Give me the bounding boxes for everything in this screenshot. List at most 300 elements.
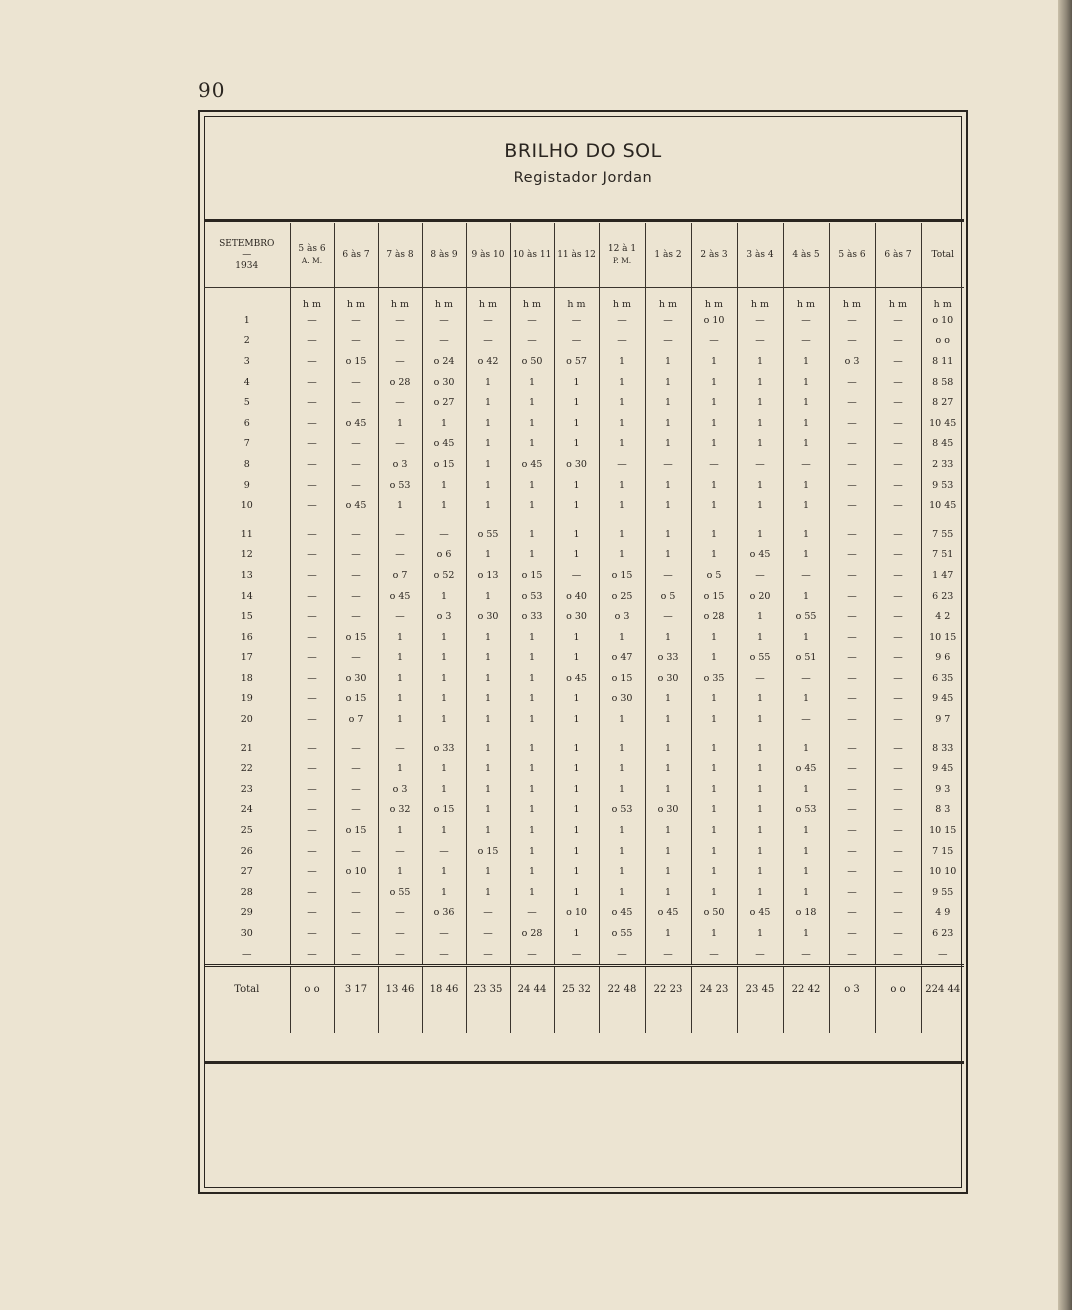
- sunshine-cell: —: [290, 351, 334, 372]
- sunshine-cell: 1: [783, 413, 829, 434]
- day-total-cell: 4 2: [921, 606, 964, 627]
- sunshine-cell: 1: [783, 627, 829, 648]
- sunshine-cell: —: [875, 310, 921, 331]
- sunshine-cell: 1: [783, 351, 829, 372]
- sunshine-cell: 1: [645, 351, 691, 372]
- spacer-cell: [875, 1011, 921, 1033]
- sunshine-cell: 1: [554, 841, 599, 862]
- sunshine-cell: —: [829, 310, 875, 331]
- sunshine-cell: —: [290, 495, 334, 516]
- sunshine-cell: 1: [645, 861, 691, 882]
- table-row: [204, 738, 964, 759]
- sunshine-cell: 1: [422, 709, 466, 730]
- sunshine-cell: 1: [737, 820, 783, 841]
- sunshine-cell: —: [334, 738, 378, 759]
- page-subtitle: Registador Jordan: [513, 170, 653, 186]
- sunshine-cell: 1: [691, 758, 737, 779]
- day-total-cell: 6 23: [921, 586, 964, 607]
- table-row: [204, 758, 964, 779]
- sunshine-cell: —: [290, 779, 334, 800]
- sunshine-table-wrap: [204, 220, 964, 1062]
- sunshine-cell: 1: [599, 475, 645, 496]
- sunshine-cell: —: [290, 434, 334, 455]
- sunshine-cell: 1: [378, 689, 422, 710]
- sunshine-cell: —: [737, 565, 783, 586]
- sunshine-cell: —: [645, 454, 691, 475]
- sunshine-cell: o 40: [554, 586, 599, 607]
- sunshine-cell: o 33: [510, 606, 554, 627]
- sunshine-cell: o 15: [422, 454, 466, 475]
- sunshine-cell: —: [290, 709, 334, 730]
- sunshine-cell: 1: [737, 413, 783, 434]
- unit-label: h m: [334, 288, 378, 311]
- hour-header-label: 9 às 10: [471, 249, 505, 260]
- sunshine-cell: o 53: [783, 800, 829, 821]
- day-total-cell: 8 58: [921, 372, 964, 393]
- sunshine-cell: 1: [691, 545, 737, 566]
- sunshine-cell: —: [829, 779, 875, 800]
- sunshine-cell: 1: [691, 738, 737, 759]
- sunshine-cell: —: [334, 331, 378, 352]
- hour-header-1: [334, 223, 378, 288]
- day-total-cell: —: [921, 944, 964, 966]
- gap-cell: [378, 730, 422, 738]
- sunshine-cell: —: [290, 413, 334, 434]
- sunshine-cell: —: [691, 331, 737, 352]
- sunshine-cell: o 32: [378, 800, 422, 821]
- sunshine-cell: 1: [378, 861, 422, 882]
- sunshine-cell: 1: [554, 495, 599, 516]
- sunshine-cell: o 25: [599, 586, 645, 607]
- sunshine-cell: —: [334, 800, 378, 821]
- table-row: [204, 800, 964, 821]
- sunshine-cell: 1: [510, 668, 554, 689]
- sunshine-cell: —: [829, 413, 875, 434]
- table-row: [204, 565, 964, 586]
- sunshine-cell: o 5: [645, 586, 691, 607]
- sunshine-cell: 1: [510, 779, 554, 800]
- sunshine-cell: 1: [510, 545, 554, 566]
- sunshine-cell: o 30: [422, 372, 466, 393]
- day-total-cell: 10 15: [921, 627, 964, 648]
- sunshine-cell: —: [466, 944, 510, 966]
- sunshine-cell: 1: [422, 475, 466, 496]
- unit-label: h m: [422, 288, 466, 311]
- sunshine-cell: 1: [466, 861, 510, 882]
- table-row: [204, 820, 964, 841]
- sunshine-cell: —: [334, 454, 378, 475]
- grand-total-cell: 224 44: [921, 966, 964, 1012]
- day-number: 2: [243, 335, 250, 347]
- sunshine-cell: o 55: [378, 882, 422, 903]
- sunshine-cell: 1: [554, 709, 599, 730]
- sunshine-cell: —: [378, 351, 422, 372]
- sunshine-cell: 1: [510, 709, 554, 730]
- sunshine-cell: 1: [737, 689, 783, 710]
- day-total-cell: 9 3: [921, 779, 964, 800]
- sunshine-cell: o 55: [737, 648, 783, 669]
- hour-header-14: [921, 223, 964, 288]
- sunshine-cell: —: [378, 606, 422, 627]
- day-number: 12: [240, 549, 253, 561]
- sunshine-cell: o 5: [691, 565, 737, 586]
- sunshine-cell: 1: [554, 861, 599, 882]
- sunshine-table: [204, 223, 964, 1033]
- gap-cell: [466, 516, 510, 524]
- sunshine-cell: —: [645, 944, 691, 966]
- sunshine-cell: —: [875, 709, 921, 730]
- spacer-cell: [510, 1011, 554, 1033]
- sunshine-cell: o 28: [510, 923, 554, 944]
- sunshine-cell: —: [334, 923, 378, 944]
- sunshine-cell: —: [378, 841, 422, 862]
- sunshine-cell: 1: [691, 495, 737, 516]
- day-number: 9: [243, 479, 250, 491]
- sunshine-cell: 1: [783, 820, 829, 841]
- sunshine-cell: —: [829, 524, 875, 545]
- sunshine-cell: 1: [554, 372, 599, 393]
- sunshine-cell: 1: [599, 709, 645, 730]
- sunshine-cell: —: [334, 524, 378, 545]
- sunshine-cell: —: [290, 923, 334, 944]
- sunshine-cell: —: [290, 841, 334, 862]
- sunshine-cell: 1: [691, 709, 737, 730]
- sunshine-cell: 1: [422, 413, 466, 434]
- sunshine-cell: 1: [599, 392, 645, 413]
- sunshine-cell: o 3: [378, 454, 422, 475]
- sunshine-cell: 1: [645, 434, 691, 455]
- sunshine-cell: 1: [510, 434, 554, 455]
- sunshine-cell: 1: [645, 372, 691, 393]
- sunshine-cell: —: [334, 779, 378, 800]
- column-total-cell: 24 23: [691, 966, 737, 1012]
- sunshine-cell: 1: [378, 820, 422, 841]
- sunshine-cell: o 15: [334, 351, 378, 372]
- sunshine-cell: 1: [510, 413, 554, 434]
- sunshine-cell: o 45: [737, 903, 783, 924]
- hour-header-period: P. M.: [612, 256, 632, 265]
- sunshine-cell: 1: [599, 738, 645, 759]
- sunshine-cell: o 45: [334, 413, 378, 434]
- day-total-cell: o 10: [921, 310, 964, 331]
- sunshine-cell: —: [334, 606, 378, 627]
- sunshine-cell: o 36: [422, 903, 466, 924]
- sunshine-cell: 1: [783, 475, 829, 496]
- sunshine-cell: 1: [783, 861, 829, 882]
- sunshine-cell: —: [875, 586, 921, 607]
- hour-header-2: [378, 223, 422, 288]
- sunshine-cell: 1: [510, 738, 554, 759]
- sunshine-cell: 1: [737, 861, 783, 882]
- sunshine-cell: 1: [737, 627, 783, 648]
- day-number: 21: [240, 742, 253, 754]
- spacer-cell: [290, 1011, 334, 1033]
- sunshine-cell: —: [290, 372, 334, 393]
- sunshine-cell: o 33: [645, 648, 691, 669]
- sunshine-cell: 1: [645, 392, 691, 413]
- sunshine-cell: o 53: [510, 586, 554, 607]
- day-number: 14: [240, 590, 253, 602]
- gap-cell: [204, 516, 290, 524]
- sunshine-cell: 1: [691, 372, 737, 393]
- sunshine-cell: 1: [378, 668, 422, 689]
- sunshine-cell: 1: [783, 495, 829, 516]
- hour-header-period: A. M.: [301, 256, 323, 265]
- gap-cell: [829, 730, 875, 738]
- sunshine-cell: —: [737, 331, 783, 352]
- hour-header-3: [422, 223, 466, 288]
- unit-label: h m: [921, 288, 964, 311]
- table-row: [204, 454, 964, 475]
- sunshine-cell: 1: [599, 524, 645, 545]
- day-total-cell: 9 45: [921, 758, 964, 779]
- unit-label: h m: [783, 288, 829, 311]
- sunshine-cell: —: [829, 689, 875, 710]
- sunshine-cell: 1: [783, 545, 829, 566]
- day-number: —: [242, 948, 252, 960]
- sunshine-cell: 1: [783, 372, 829, 393]
- sunshine-cell: —: [290, 800, 334, 821]
- sunshine-cell: —: [875, 738, 921, 759]
- sunshine-cell: 1: [599, 882, 645, 903]
- sunshine-cell: —: [875, 372, 921, 393]
- table-row: [204, 709, 964, 730]
- sunshine-cell: —: [829, 944, 875, 966]
- spacer-cell: [829, 1011, 875, 1033]
- hour-header-0: [290, 223, 334, 288]
- sunshine-cell: —: [875, 779, 921, 800]
- sunshine-cell: —: [290, 310, 334, 331]
- gap-cell: [554, 730, 599, 738]
- sunshine-cell: —: [290, 689, 334, 710]
- sunshine-cell: 1: [422, 648, 466, 669]
- sunshine-cell: o 45: [645, 903, 691, 924]
- sunshine-cell: 1: [691, 524, 737, 545]
- group-gap: [204, 516, 964, 524]
- sunshine-cell: —: [645, 606, 691, 627]
- sunshine-cell: 1: [691, 779, 737, 800]
- sunshine-cell: —: [422, 923, 466, 944]
- day-number: 18: [240, 672, 253, 684]
- sunshine-cell: o 50: [691, 903, 737, 924]
- sunshine-cell: —: [829, 606, 875, 627]
- sunshine-cell: 1: [554, 820, 599, 841]
- sunshine-cell: —: [691, 454, 737, 475]
- sunshine-cell: —: [378, 331, 422, 352]
- sunshine-cell: 1: [737, 351, 783, 372]
- sunshine-cell: —: [290, 475, 334, 496]
- day-number: 30: [240, 928, 253, 940]
- sunshine-cell: —: [290, 820, 334, 841]
- table-row: [204, 524, 964, 545]
- sunshine-cell: 1: [737, 475, 783, 496]
- gap-cell: [334, 730, 378, 738]
- total-label: Total: [204, 966, 290, 1012]
- day-total-cell: 10 10: [921, 861, 964, 882]
- sunshine-cell: 1: [510, 689, 554, 710]
- title-block: [204, 140, 962, 186]
- sunshine-cell: —: [334, 882, 378, 903]
- sunshine-cell: 1: [510, 627, 554, 648]
- sunshine-cell: o 45: [422, 434, 466, 455]
- day-total-cell: 8 27: [921, 392, 964, 413]
- sunshine-cell: —: [829, 758, 875, 779]
- table-row: [204, 413, 964, 434]
- column-total-cell: 13 46: [378, 966, 422, 1012]
- column-total-cell: 25 32: [554, 966, 599, 1012]
- sunshine-cell: 1: [422, 882, 466, 903]
- sunshine-cell: 1: [466, 586, 510, 607]
- sunshine-cell: 1: [645, 627, 691, 648]
- gap-cell: [599, 516, 645, 524]
- sunshine-cell: o 15: [599, 565, 645, 586]
- sunshine-cell: —: [334, 841, 378, 862]
- sunshine-cell: 1: [691, 434, 737, 455]
- day-total-cell: 1 47: [921, 565, 964, 586]
- sunshine-cell: 1: [510, 841, 554, 862]
- gap-cell: [510, 730, 554, 738]
- hour-header-label: 5 às 6: [838, 249, 866, 260]
- sunshine-cell: —: [737, 310, 783, 331]
- sunshine-cell: 1: [645, 758, 691, 779]
- sunshine-cell: 1: [554, 800, 599, 821]
- day-total-cell: 9 53: [921, 475, 964, 496]
- spacer-cell: [554, 1011, 599, 1033]
- table-foot-spacer: [204, 1011, 964, 1033]
- sunshine-cell: —: [875, 413, 921, 434]
- gap-cell: [921, 730, 964, 738]
- sunshine-cell: —: [829, 454, 875, 475]
- year-label: 1934: [235, 260, 259, 271]
- sunshine-cell: 1: [554, 627, 599, 648]
- table-row: [204, 495, 964, 516]
- sunshine-cell: 1: [645, 841, 691, 862]
- sunshine-cell: —: [334, 944, 378, 966]
- sunshine-cell: 1: [691, 923, 737, 944]
- sunshine-cell: 1: [599, 434, 645, 455]
- sunshine-cell: o 30: [466, 606, 510, 627]
- table-bottom-rule: [204, 1061, 964, 1064]
- sunshine-cell: 1: [599, 841, 645, 862]
- hour-header-11: [783, 223, 829, 288]
- spacer-cell: [599, 1011, 645, 1033]
- sunshine-cell: 1: [599, 545, 645, 566]
- hour-header-label: 5 às 6: [298, 244, 326, 254]
- sunshine-cell: —: [875, 392, 921, 413]
- sunshine-cell: —: [783, 565, 829, 586]
- sunshine-cell: 1: [783, 586, 829, 607]
- sunshine-cell: —: [290, 944, 334, 966]
- hour-header-5: [510, 223, 554, 288]
- spacer-cell: [422, 1011, 466, 1033]
- sunshine-cell: o 10: [554, 903, 599, 924]
- sunshine-cell: 1: [510, 372, 554, 393]
- table-row: [204, 351, 964, 372]
- sunshine-cell: 1: [554, 475, 599, 496]
- sunshine-cell: 1: [737, 392, 783, 413]
- sunshine-cell: 1: [599, 495, 645, 516]
- hour-header-label: 11 às 12: [557, 249, 596, 260]
- sunshine-cell: —: [599, 310, 645, 331]
- sunshine-cell: —: [829, 331, 875, 352]
- hour-header-12: [829, 223, 875, 288]
- sunshine-cell: 1: [554, 434, 599, 455]
- sunshine-cell: 1: [554, 648, 599, 669]
- sunshine-cell: 1: [510, 820, 554, 841]
- sunshine-cell: 1: [466, 372, 510, 393]
- sunshine-cell: —: [783, 709, 829, 730]
- sunshine-cell: —: [466, 903, 510, 924]
- spacer-cell: [645, 1011, 691, 1033]
- sunshine-cell: o 45: [510, 454, 554, 475]
- sunshine-cell: —: [334, 648, 378, 669]
- sunshine-cell: o 24: [422, 351, 466, 372]
- sunshine-cell: 1: [783, 392, 829, 413]
- sunshine-cell: —: [290, 392, 334, 413]
- sunshine-cell: —: [829, 709, 875, 730]
- sunshine-cell: —: [378, 738, 422, 759]
- sunshine-cell: 1: [378, 413, 422, 434]
- sunshine-cell: —: [783, 454, 829, 475]
- sunshine-cell: —: [875, 758, 921, 779]
- sunshine-cell: —: [290, 586, 334, 607]
- gap-cell: [875, 516, 921, 524]
- sunshine-cell: o 51: [783, 648, 829, 669]
- sunshine-cell: o 53: [378, 475, 422, 496]
- sunshine-cell: 1: [466, 434, 510, 455]
- sunshine-cell: 1: [783, 841, 829, 862]
- sunshine-cell: —: [783, 944, 829, 966]
- sunshine-cell: 1: [378, 627, 422, 648]
- unit-label: h m: [691, 288, 737, 311]
- sunshine-cell: 1: [466, 668, 510, 689]
- sunshine-cell: o 3: [422, 606, 466, 627]
- hour-header-label: 3 às 4: [746, 249, 774, 260]
- sunshine-cell: 1: [510, 882, 554, 903]
- sunshine-cell: 1: [691, 627, 737, 648]
- day-number: 1: [243, 314, 250, 326]
- sunshine-cell: 1: [737, 738, 783, 759]
- sunshine-cell: 1: [691, 861, 737, 882]
- sunshine-cell: 1: [599, 820, 645, 841]
- sunshine-cell: —: [829, 434, 875, 455]
- sunshine-cell: 1: [466, 820, 510, 841]
- sunshine-cell: —: [829, 372, 875, 393]
- day-total-cell: 8 45: [921, 434, 964, 455]
- sunshine-cell: o 33: [422, 738, 466, 759]
- sunshine-cell: —: [829, 565, 875, 586]
- sunshine-cell: 1: [510, 392, 554, 413]
- sunshine-cell: —: [422, 310, 466, 331]
- day-number: 5: [243, 397, 250, 409]
- sunshine-cell: —: [829, 586, 875, 607]
- gap-cell: [737, 516, 783, 524]
- day-number: 7: [243, 438, 250, 450]
- sunshine-cell: —: [599, 331, 645, 352]
- sunshine-cell: o 52: [422, 565, 466, 586]
- sunshine-cell: 1: [510, 758, 554, 779]
- page-number: 90: [198, 78, 226, 102]
- unit-label: h m: [737, 288, 783, 311]
- sunshine-cell: —: [875, 861, 921, 882]
- day-total-cell: 7 15: [921, 841, 964, 862]
- sunshine-cell: —: [422, 944, 466, 966]
- spacer-cell: [921, 1011, 964, 1033]
- hour-header-label: Total: [931, 249, 955, 260]
- sunshine-cell: —: [691, 944, 737, 966]
- sunshine-cell: 1: [645, 495, 691, 516]
- sunshine-cell: 1: [510, 648, 554, 669]
